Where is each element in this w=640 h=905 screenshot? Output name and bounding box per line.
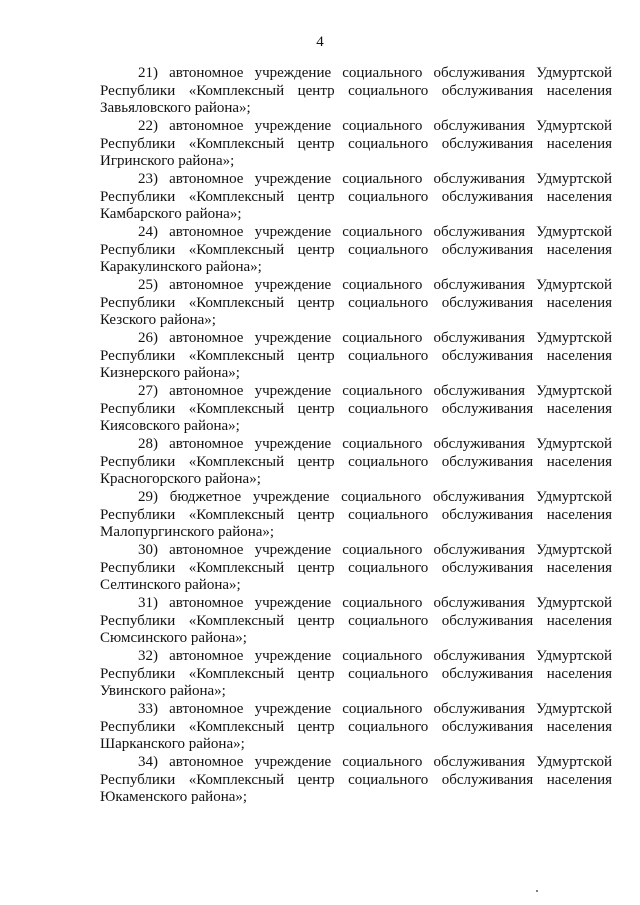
entry-line-3: Селтинского района»; — [100, 577, 241, 594]
entry-list — [100, 65, 612, 807]
entry-line-2: Республики «Комплексный центр социального обслуживания населения — [100, 241, 612, 258]
entry-line-1: 28) автономное учреждение социального обслуживания Удмуртской — [138, 436, 612, 452]
entry-line-1: 32) автономное учреждение социального обслуживания Удмуртской — [138, 648, 612, 664]
list-item-27 — [100, 383, 612, 436]
entry-line-3: Камбарского района»; — [100, 206, 242, 223]
list-item-32 — [100, 648, 612, 701]
entry-line-1: 22) автономное учреждение социального обслуживания Удмуртской — [138, 118, 612, 134]
list-item-33 — [100, 701, 612, 754]
entry-line-2: Республики «Комплексный центр социального обслуживания населения — [100, 506, 612, 523]
entry-line-2: Республики «Комплексный центр социального обслуживания населения — [100, 347, 612, 364]
entry-line-3: Сюмсинского района»; — [100, 630, 247, 647]
entry-line-3: Кезского района»; — [100, 312, 216, 329]
entry-line-3: Завьяловского района»; — [100, 100, 251, 117]
entry-line-2: Республики «Комплексный центр социального обслуживания населения — [100, 294, 612, 311]
entry-line-2: Республики «Комплексный центр социального обслуживания населения — [100, 771, 612, 788]
list-item-24 — [100, 224, 612, 277]
list-item-34 — [100, 754, 612, 807]
entry-line-3: Каракулинского района»; — [100, 259, 262, 276]
list-item-28 — [100, 436, 612, 489]
entry-line-3: Увинского района»; — [100, 683, 226, 700]
entry-line-1: 21) автономное учреждение социального обслуживания Удмуртской — [138, 65, 612, 81]
entry-line-3: Красногорского района»; — [100, 471, 261, 488]
entry-line-2: Республики «Комплексный центр социального обслуживания населения — [100, 718, 612, 735]
entry-line-2: Республики «Комплексный центр социального обслуживания населения — [100, 135, 612, 152]
list-item-31 — [100, 595, 612, 648]
entry-line-3: Игринского района»; — [100, 153, 235, 170]
entry-line-2: Республики «Комплексный центр социального обслуживания населения — [100, 400, 612, 417]
entry-line-1: 33) автономное учреждение социального обслуживания Удмуртской — [138, 701, 612, 717]
entry-line-2: Республики «Комплексный центр социального обслуживания населения — [100, 612, 612, 629]
list-item-25 — [100, 277, 612, 330]
entry-line-1: 30) автономное учреждение социального обслуживания Удмуртской — [138, 542, 612, 558]
entry-line-1: 23) автономное учреждение социального обслуживания Удмуртской — [138, 171, 612, 187]
entry-line-3: Юкаменского района»; — [100, 789, 248, 806]
entry-line-2: Республики «Комплексный центр социального обслуживания населения — [100, 82, 612, 99]
entry-line-1: 24) автономное учреждение социального обслуживания Удмуртской — [138, 224, 612, 240]
entry-line-3: Кизнерского района»; — [100, 365, 240, 382]
entry-line-2: Республики «Комплексный центр социального обслуживания населения — [100, 188, 612, 205]
scan-mark — [536, 890, 538, 892]
entry-line-3: Шарканского района»; — [100, 736, 245, 753]
entry-line-1: 26) автономное учреждение социального обслуживания Удмуртской — [138, 330, 612, 346]
list-item-29 — [100, 489, 612, 542]
entry-line-3: Малопургинского района»; — [100, 524, 275, 541]
entry-line-1: 25) автономное учреждение социального обслуживания Удмуртской — [138, 277, 612, 293]
entry-line-2: Республики «Комплексный центр социального обслуживания населения — [100, 559, 612, 576]
entry-line-2: Республики «Комплексный центр социального обслуживания населения — [100, 665, 612, 682]
list-item-22 — [100, 118, 612, 171]
entry-line-3: Киясовского района»; — [100, 418, 240, 435]
entry-line-1: 27) автономное учреждение социального обслуживания Удмуртской — [138, 383, 612, 399]
list-item-26 — [100, 330, 612, 383]
entry-line-2: Республики «Комплексный центр социального обслуживания населения — [100, 453, 612, 470]
entry-line-1: 34) автономное учреждение социального обслуживания Удмуртской — [138, 754, 612, 770]
list-item-30 — [100, 542, 612, 595]
entry-line-1: 31) автономное учреждение социального обслуживания Удмуртской — [138, 595, 612, 611]
entry-line-1: 29) бюджетное учреждение социального обслуживания Удмуртской — [138, 489, 612, 505]
list-item-23 — [100, 171, 612, 224]
page-number: 4 — [316, 34, 324, 50]
list-item-21 — [100, 65, 612, 118]
